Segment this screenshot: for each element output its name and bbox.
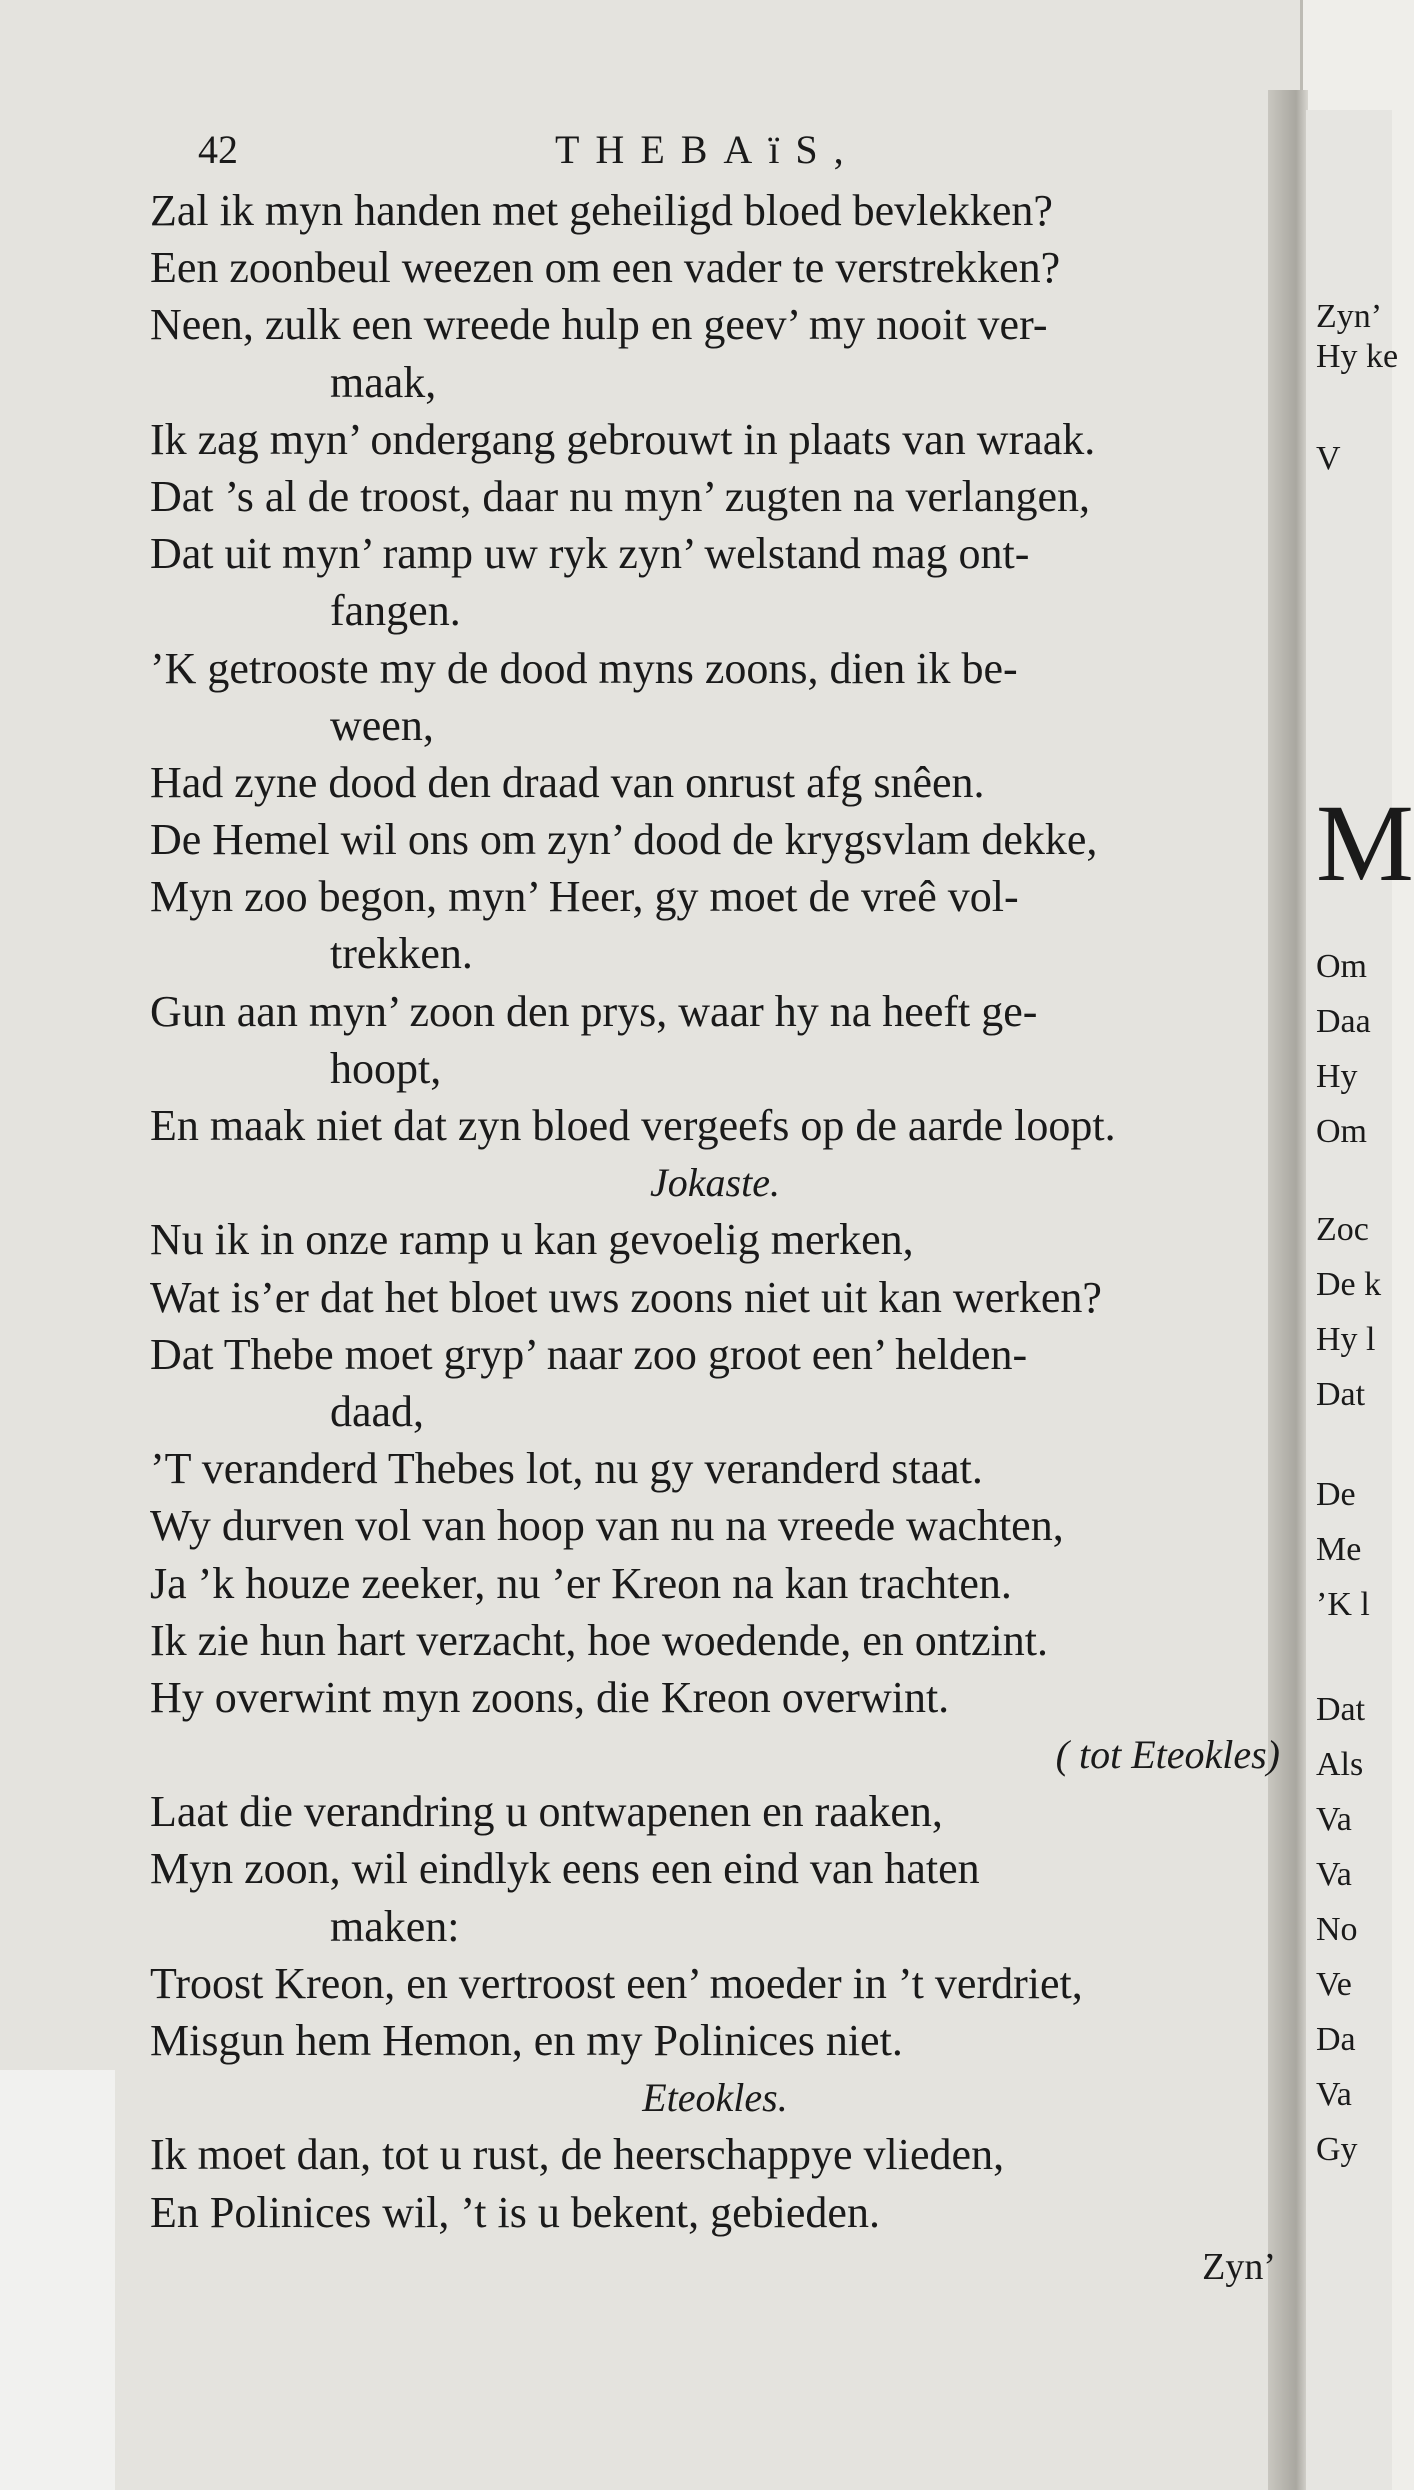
- facing-page-fragment: Hy: [1316, 1058, 1358, 1095]
- stage-direction: ( tot Eteokles): [1055, 1732, 1280, 1778]
- verse-lines: [150, 182, 1280, 2241]
- facing-page-fragment: Dat: [1316, 1691, 1366, 1728]
- verse-line: Had zyne dood den draad van onrust afg snêen.: [150, 757, 985, 807]
- facing-page-fragment: Zyn’: [1316, 298, 1383, 335]
- facing-page-fragment: M: [1316, 782, 1414, 904]
- facing-page-fragment: De: [1316, 1476, 1356, 1513]
- verse-line: Myn zoo begon, myn’ Heer, gy moet de vreê vol-: [150, 872, 1019, 922]
- speaker-name: Eteokles.: [642, 2075, 788, 2121]
- verse-line: Neen, zulk een wreede hulp en geev’ my nooit ver-: [150, 300, 1048, 350]
- facing-page-fragment: Hy ke: [1316, 338, 1399, 375]
- facing-page-fragment: V: [1316, 440, 1341, 477]
- facing-page-fragment: De k: [1316, 1266, 1382, 1303]
- verse-line: Troost Kreon, en vertroost een’ moeder in ’t verdriet,: [150, 1958, 1083, 2008]
- page-text-block: [150, 112, 1280, 2289]
- facing-page-fragment: Me: [1316, 1531, 1362, 1568]
- verse-line: En Polinices wil, ’t is u bekent, gebieden.: [150, 2187, 880, 2237]
- facing-page-fragment: Om: [1316, 948, 1367, 985]
- verse-line: Ik zie hun hart verzacht, hoe woedende, en ontzint.: [150, 1615, 1048, 1665]
- verse-line: Dat Thebe moet gryp’ naar zoo groot een’ helden-: [150, 1329, 1028, 1379]
- verse-line: Misgun hem Hemon, en my Polinices niet.: [150, 2016, 903, 2065]
- facing-page-fragment: Da: [1316, 2021, 1356, 2058]
- facing-page-fragment: ’K l: [1316, 1586, 1370, 1623]
- verse-line: Zal ik myn handen met geheiligd bloed bevlekken?: [150, 186, 1053, 235]
- catchword: Zyn’: [1202, 2245, 1276, 2288]
- facing-page-fragment: Va: [1316, 1801, 1352, 1838]
- facing-page-fragment: No: [1316, 1911, 1358, 1948]
- verse-line: Hy overwint myn zoons, die Kreon overwint.: [150, 1672, 950, 1722]
- verse-line: Wat is’er dat het bloet uws zoons niet uit kan werken?: [150, 1272, 1102, 1322]
- verse-line: Dat ’s al de troost, daar nu myn’ zugten na verlangen,: [150, 471, 1090, 521]
- verse-line: Laat die verandring u ontwapenen en raaken,: [150, 1787, 943, 1837]
- verse-line: Een zoonbeul weezen om een vader te verstrekken?: [150, 243, 1061, 293]
- verse-line: Dat uit myn’ ramp uw ryk zyn’ welstand mag ont-: [150, 529, 1030, 579]
- verse-line-continuation: fangen.: [330, 586, 461, 636]
- verse-line: Myn zoon, wil eindlyk eens een eind van haten: [150, 1844, 980, 1894]
- page-number: 42: [198, 127, 238, 172]
- facing-page-fragment: Dat: [1316, 1376, 1366, 1413]
- facing-page-fragment: Va: [1316, 2076, 1352, 2113]
- verse-line: Ik moet dan, tot u rust, de heerschappye vlieden,: [150, 2130, 1005, 2180]
- verse-line: Nu ik in onze ramp u kan gevoelig merken,: [150, 1215, 914, 1265]
- verse-line: Gun aan myn’ zoon den prys, waar hy na heeft ge-: [150, 986, 1038, 1036]
- running-header: [150, 112, 1280, 182]
- verse-line-continuation: maken:: [330, 1901, 460, 1951]
- verse-line: Ja ’k houze zeeker, nu ’er Kreon na kan trachten.: [150, 1558, 1012, 1608]
- speaker-name: Jokaste.: [650, 1160, 780, 1206]
- verse-line-continuation: trekken.: [330, 929, 473, 979]
- facing-page-fragment: Hy l: [1316, 1321, 1376, 1358]
- verse-line: ’K getrooste my de dood myns zoons, dien ik be-: [150, 643, 1018, 693]
- verse-line-continuation: ween,: [330, 700, 434, 750]
- verse-line: Wy durven vol van hoop van nu na vreede wachten,: [150, 1501, 1064, 1551]
- facing-page-fragment: Als: [1316, 1746, 1364, 1783]
- verse-line-continuation: daad,: [330, 1386, 425, 1436]
- verse-line-continuation: maak,: [330, 357, 437, 407]
- facing-page-fragment: Ve: [1316, 1966, 1352, 2003]
- verse-line: Ik zag myn’ ondergang gebrouwt in plaats van wraak.: [150, 414, 1096, 464]
- facing-page-fragment: Va: [1316, 1856, 1352, 1893]
- facing-page-edge: [1306, 110, 1414, 2490]
- verse-line: En maak niet dat zyn bloed vergeefs op de aarde loopt.: [150, 1101, 1116, 1150]
- verse-line: ’T veranderd Thebes lot, nu gy veranderd staat.: [150, 1444, 983, 1494]
- facing-page-fragment: Zoc: [1316, 1211, 1369, 1248]
- verse-line-continuation: hoopt,: [330, 1043, 442, 1093]
- facing-page-fragment: Gy: [1316, 2131, 1358, 2168]
- verse-line: De Hemel wil ons om zyn’ dood de krygsvlam dekke,: [150, 815, 1098, 865]
- facing-page-fragment: Om: [1316, 1113, 1367, 1150]
- facing-page-fragment: Daa: [1316, 1003, 1371, 1040]
- running-title: THEBAïS,: [555, 127, 860, 172]
- page-corner-background: [0, 2070, 115, 2490]
